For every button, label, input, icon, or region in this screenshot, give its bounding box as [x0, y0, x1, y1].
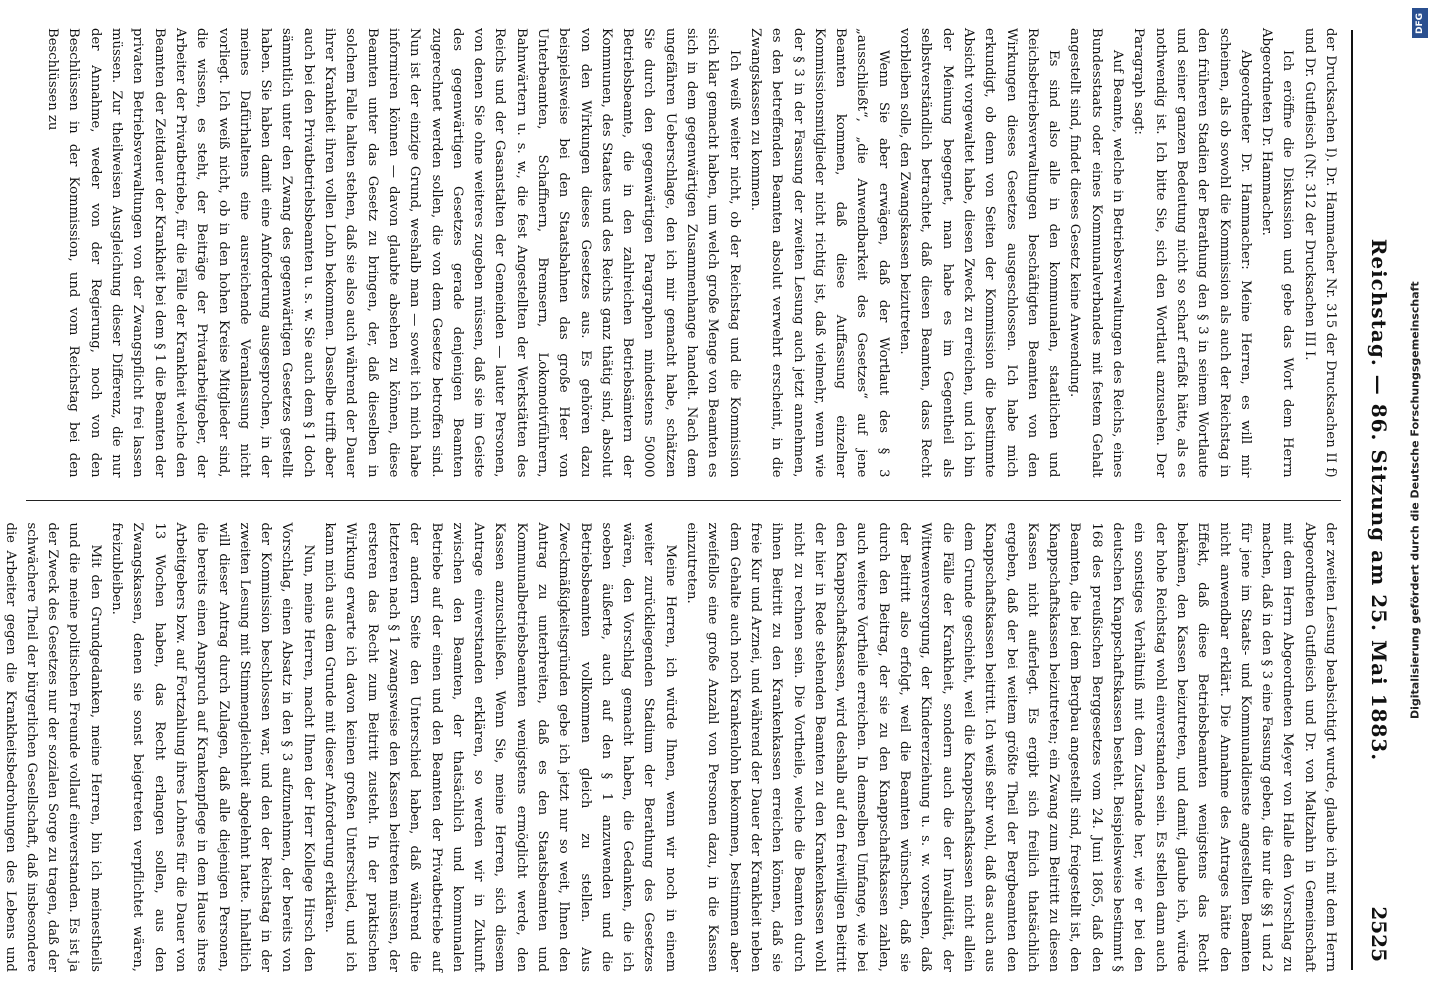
- page-header: [1355, 20, 1403, 980]
- paragraph: der zweiten Lesung beabsichtigt wurde, glaube ich mit dem Herrn Abgeordneten Gutfleisch und Dr. von Maltzahn in Gemeinschaft mit dem Herrn Abgeordneten Meyer von Halle den Vorschlag zu machen, daß in den § 3 eine Fassung geben, die nur die §§ 1 und 2 für jene im Staats- und Kommunaldienste angestellten Beamten nicht anwendbar erklärt. Die Annahme des Antrages hätte den Effekt, daß diese Betriebsbeamten wenigstens das Recht bekämen, den Kassen beizutreten, und damit, glaube ich, würde der hohe Reichstag wohl einverstanden sein. Es stellen dann auch ein sonstiges Verhältniß mit dem Zustande her, wie er bei den deutschen Knappschaftskassen besteht. Beispielsweise bestimmt § 168 des preußischen Berggesetzes vom 24. Juni 1865, daß den Beamten, die bei dem Bergbau angestellt sind, freigestellt ist, den Knappschaftskassen beizutreten; ein Zwang zum Beitritt zu diesen Kassen nicht auferlegt. Es ergibt sich freilich thatsächlich ergeben, daß der bei weitem größte Theil der Bergbeamten den Knappschaftskassen beitritt. Ich weiß sehr wohl, daß das auch aus dem Grunde geschieht, weil die Knappschaftskassen nicht allein die Fälle der Krankheit, sondern auch die der Invalidität, der Wittwenversorgung, der Kindererziehung u. s. w. vorsehen, daß der Beitritt also erfolgt, weil die Beamten wünschen, daß sie durch den Beitrag, der sie zu den Knappschaftskassen zahlen, auch weitere Vortheile erreichen. In demselben Umfange, wie bei den Knappschaftskassen, wird deshalb auf den freiwilligen Beitritt der hier in Rede stehenden Beamten zu den Krankenkassen wohl nicht zu rechnen sein. Die Vortheile, welche die Beamten durch ihnen Beitritt zu den Krankenkassen erreichen können, daß sie freie Kur und Arznei, und während der Dauer der Krankheit neben dem Gehalte auch noch Krankenlohn bekommen, bestimmen aber zweifellos eine große Anzahl von Personen dazu, in die Kassen einzutreten.: [684, 522, 1338, 972]
- digitization-credit: Digitalisierung gefördert durch die Deutsche Forschungsgemeinschaft: [1408, 281, 1422, 719]
- paragraph: Nun, meine Herren, macht Ihnen der Herr Kollege Hirsch den Vorschlag, einen Absatz in den § 3 aufzunehmen, der bereits von der Kommission beschlossen war, und den der Reichstag in der zweiten Lesung mit Stimmengleichheit abgelehnt hatte. Inhaltlich will dieser Antrag durch Zulagen, daß alle diejenigen Personen, die bereits einen Anspruch auf Krankenpflege in dem Hause ihres Arbeitgebers bzw. auf Fortzahlung ihres Lohnes für die Dauer von 13 Wochen haben, das Recht erlangen sollen, aus den Zwangskassen, denen sie sonst beigetreten verpflichtet wären, freizubleiben.: [109, 522, 316, 972]
- paragraph: Meine Herren, ich würde Ihnen, wenn wir noch in einem weiter zurückliegenden Stadium der Berathung des Gesetzes wären, den Vorschlag gemacht haben, die Gedanken, die ich soeben äußerte, auch auf den § 1 anzuwenden und die Betriebsbeamten vollkommen gleich zu stellen. Aus Zweckmäßigkeitsgründen gebe ich jetzt nur so weit, Ihnen den Antrag zu unterbreiten, daß es den Staatsbeamten und Kommunalbetriebsbeamten wenigstens ermöglicht werde, den Kassen anzuschließen. Wenn Sie, meine Herren, sich diesem Antrage einverstanden erklären, so werden wir in Zukunft zwischen den Beamten, der thatsächlich und kommunalen Betriebe auf der einen und den Beamten der Privatbetriebe auf der andern Seite den Unterschied haben, daß während die letzteren nach § 1 zwangsweise den Kassen beitreten müssen, der ersteren das Recht zum Beitritt zusteht. In der praktischen Wirkung erwarte ich davon keinen großen Unterschied, und ich kann mich aus dem Grunde mit dieser Anforderung erklären.: [322, 522, 678, 972]
- paragraph: Es sind also alle in den kommunalen, staatlichen und Reichsbetriebsverwaltungen beschäftigten Beamten von den Wirkungen dieses Gesetzes ausgeschlossen. Ich habe mich erkundigt, ob denn von Seiten der Kommission die bestimmte Absicht vorgewaltet habe, diesen Zweck zu erreichen, und ich bin der Meinung begegnet, man habe es im Gegentheil als selbstverständlich betrachtet, daß diesen Beamten, dass Recht vorbleiben solle, den Zwangskassen beizutreten.: [897, 28, 1062, 478]
- dfg-logo-badge: DFG: [1412, 8, 1428, 38]
- paragraph: Ich eröffne die Diskussion und gebe das Wort dem Herrn Abgeordneten Dr. Hammacher.: [1259, 28, 1296, 478]
- text-columns: [2, 28, 1341, 972]
- page-number: 2525: [1367, 906, 1391, 962]
- header-rule: [1351, 30, 1353, 970]
- rotated-page: [2, 20, 1403, 980]
- paragraph: Mit den Grundgedanken, meine Herren, bin ich meinestheils und die meine politischen Freunde vollauf einverstanden. Es ist ja der Zweck des Gesetzes nur der sozialen Sorge zu tragen, daß der schwächere Theil der bürgerlichen Gesellschaft, daß insbesondere die Arbeiter gegen die Krankheitsbedrohungen des Lebens und: [2, 522, 103, 972]
- paragraph: Abgeordneter Dr. Hammacher: Meine Herren, es will mir scheinen, als ob sowohl die Kommission als auch der Reichstag in den früheren Stadien der Berathung den § 3 in seinem Wortlaute und seiner ganzen Bedeutung nicht so scharf erfaßt hätte, als es nothwendig ist. Ich bitte Sie, sich den Wortlaut anzusehen. Der Paragraph sagt:: [1131, 28, 1253, 478]
- paragraph: Wenn Sie aber erwägen, daß der Wortlaut des § 3 „ausschließt“, „die Anwendbarkeit des Gesetzes“ auf jene Beamten kommen, daß diese Auffassung einzelner Kommissionsmitglieder nicht richtig ist, daß vielmehr, wenn wie der § 3 in der Fassung der zweiten Lesung auch jetzt annehmen, es den betreffenden Beamten absolut verwehrt erscheint, in die Zwangskassen zu kommen.: [747, 28, 891, 478]
- paragraph: der Drucksachen I). Dr. Hammacher Nr. 315 der Drucksachen II f) und Dr. Gutfleisch (Nr. 312 der Drucksachen III I.: [1301, 28, 1338, 478]
- column-right: [2, 522, 1341, 973]
- running-head: Reichstag. — 86. Sitzung am 25. Mai 1883.: [1367, 238, 1391, 762]
- column-left: [26, 28, 1341, 478]
- column-divider: [26, 500, 1341, 501]
- quoted-paragraph: Auf Beamte, welche in Betriebsverwaltungen des Reichs, eines Bundesstaats oder eines Kommunalverbandes mit festem Gehalt angestellt sind, findet dieses Gesetz keine Anwendung.: [1067, 28, 1126, 478]
- paragraph: Ich weiß weiter nicht, ob der Reichstag und die Kommission sich klar gemacht haben, um welch große Menge von Beamten es sich in dem gegenwärtigen Zusammenhange handelt. Nach dem ungefähren Ueberschlage, den ich mir gemacht habe, schätzen Sie durch den gegenwärtigen Paragraphen mindestens 50000 Betriebsbeamte, die in den zahlreichen Betriebsämtern der Kommunen, des Staates und des Reichs ganz thätig sind, absolut von den Wirkungen dieses Gesetzes aus. Es gehören dazu beispielsweise bei den Staatsbahnen das große Heer von Unterbeamten, Schaffnern, Bremsern, Lokomotivführern, Bahnwärtern u. s. w., die fest Angestellten der Werkstätten des Reichs und der Gasanstalten der Gemeinden — lauter Personen, von denen Sie ohne weiteres zugeben müssen, daß sie im Geiste des gegenwärtigen Gesetzes gerade denjenigen Beamten zugerechnet werden sollen, die von dem Gesetze betroffen sind. Nun ist der einzige Grund, weshalb man — soweit ich mich habe informiren können — davon glaubte absehen zu können, diese Beamten unter das Gesetz zu bringen, der, daß dieselben in solchem Falle halten stehen, daß sie also auch während der Dauer ihrer Krankheit ihren vollen Lohn bekommen. Dasselbe trifft aber auch bei den Privatbetriebsbeamten u. s. w. Sie auch dem § 1 doch sämmtlich unter den Zwang des gegenwärtigen Gesetzes gestellt haben. Sie haben damit eine Anforderung ausgesprochen, in der meines Dafürhaltens eine ausreichende Veranlassung nicht vorliegt. Ich weiß nicht, ob in den hohen Kreise Mitglieder sind, die wissen, es steht, der Beiträge der Privatarbeitgeber, der Arbeiter der Privatbetriebe, für die Fälle der Krankheit welche den Beamten der Zeitdauer der Krankheit bei dem § 1 die Beamten der privaten Betriebsverwaltungen von der Zwangspflicht frei lassen müssen. Zur theilweisen Ausgleichung dieser Differenz, die nur der Annahme, weder von der Regierung, noch von den Beschlüssen in der Kommission, und vom Reichstag bei den Beschlüssen zu: [45, 28, 742, 478]
